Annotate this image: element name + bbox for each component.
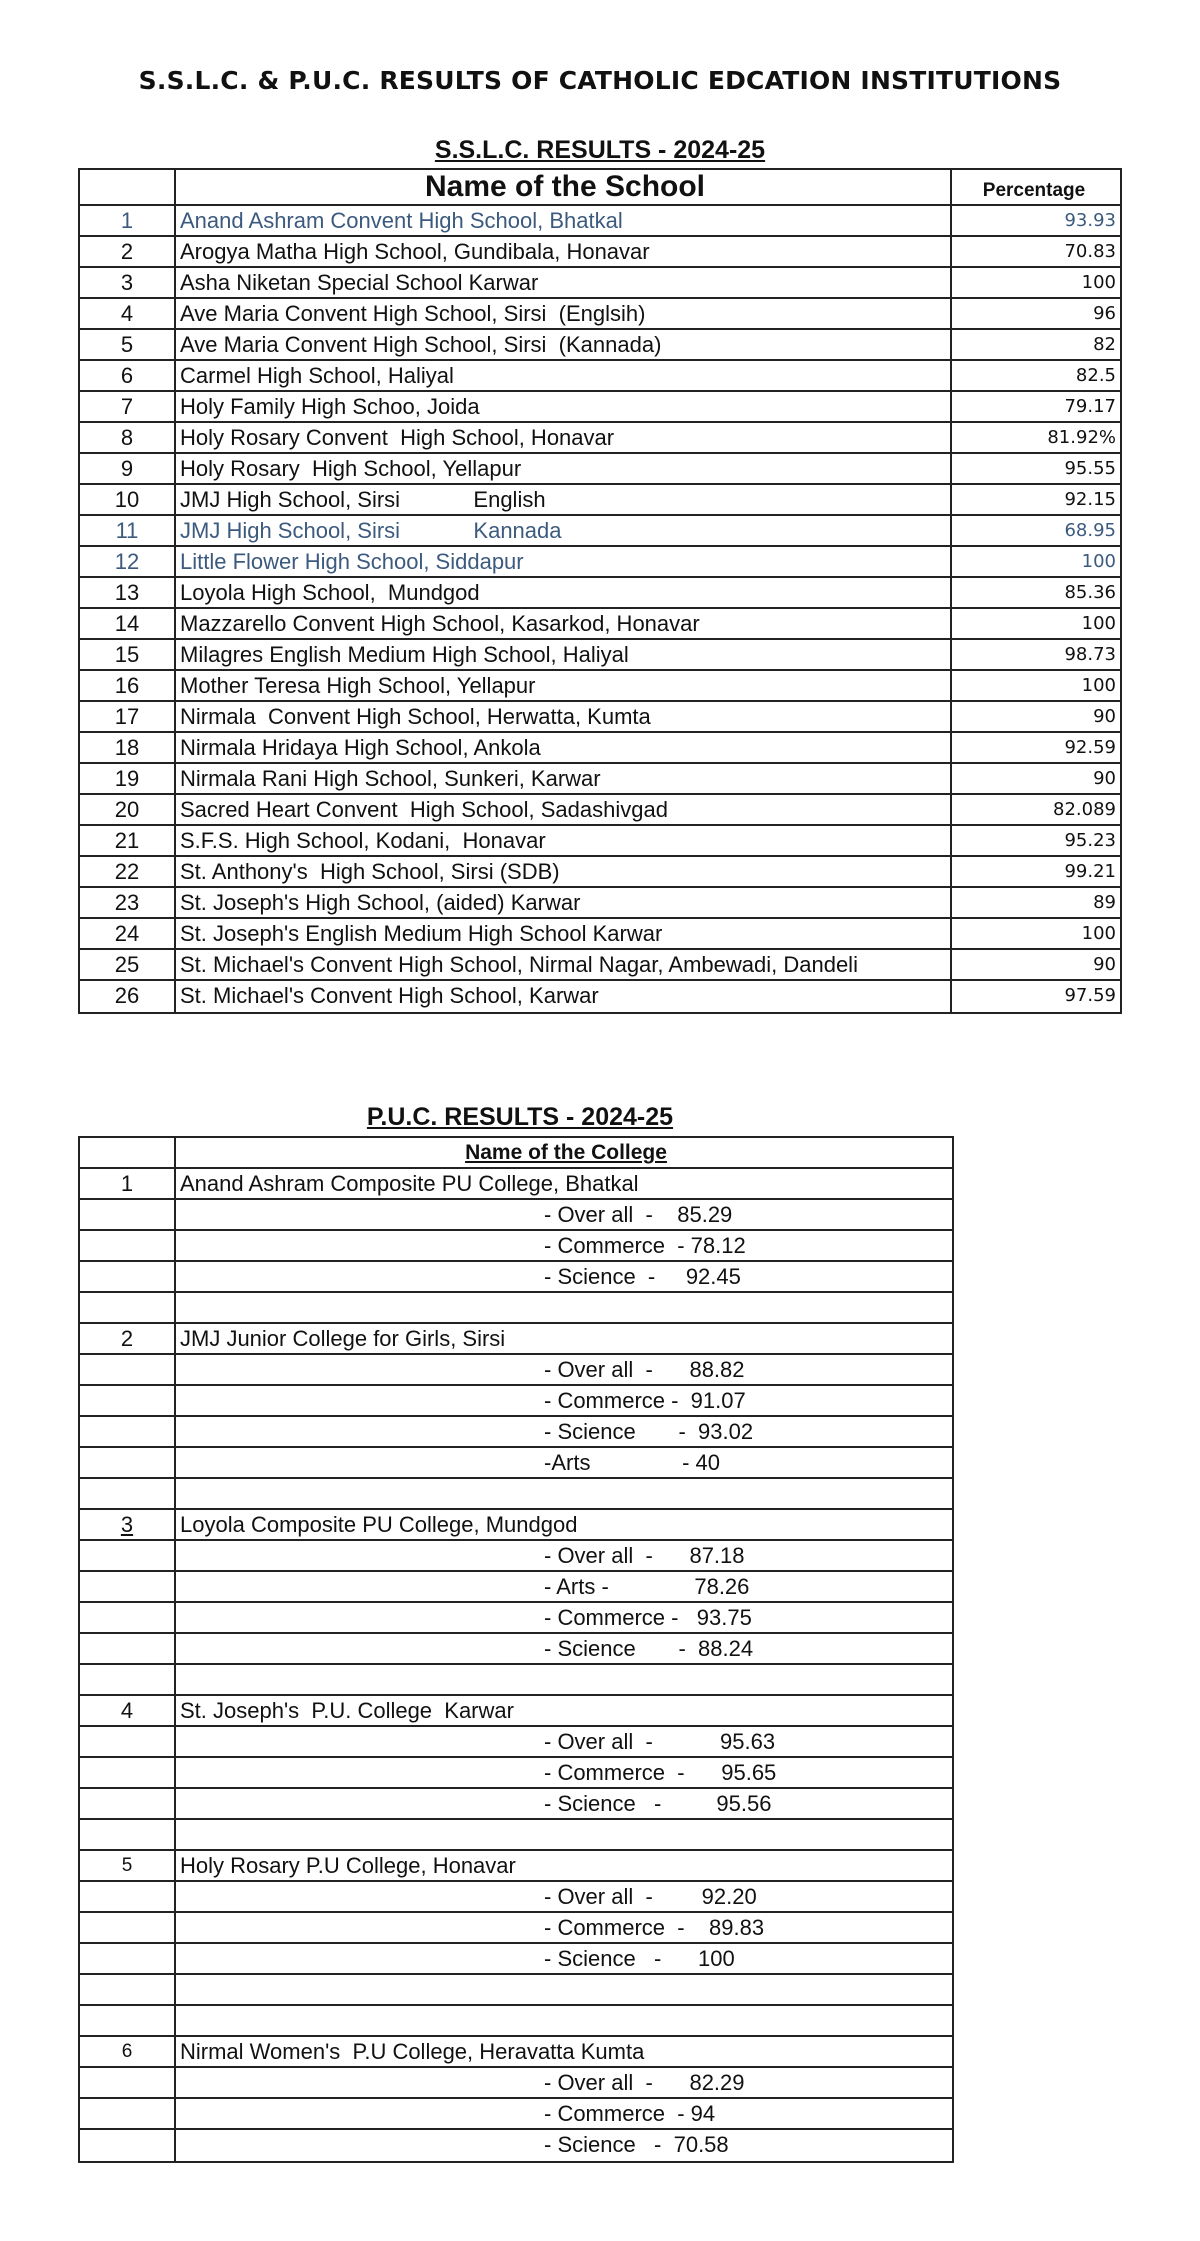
sslc-percentage: 90 (1093, 706, 1116, 727)
puc-row-number (80, 1262, 176, 1291)
puc-table-row (80, 1603, 952, 1634)
puc-table-row (80, 1479, 952, 1510)
puc-result-cell (176, 1603, 952, 1632)
puc-rows (80, 1169, 952, 2161)
puc-college-name: Nirmal Women's P.U College, Heravatta Kumta (180, 2039, 645, 2064)
puc-result-cell (176, 1262, 952, 1291)
puc-row-number (80, 2006, 176, 2035)
sslc-school-name: Mazzarello Convent High School, Kasarkod, Honavar (176, 609, 952, 638)
puc-result-cell (176, 1727, 952, 1756)
puc-table-row (80, 1541, 952, 1572)
sslc-row-number: 21 (80, 826, 176, 855)
puc-table-row (80, 1665, 952, 1696)
puc-result-cell (176, 2130, 952, 2161)
sslc-percentage: 95.55 (1064, 458, 1116, 479)
puc-row-number (80, 1882, 176, 1911)
sslc-percentage: 85.36 (1064, 582, 1116, 603)
puc-college-name: Anand Ashram Composite PU College, Bhatkal (180, 1171, 639, 1196)
puc-row-number: 3 (80, 1510, 176, 1539)
sslc-header-name: Name of the School (176, 170, 952, 204)
sslc-percentage: 90 (1093, 768, 1116, 789)
sslc-school-name: JMJ High School, Sirsi English (176, 485, 952, 514)
puc-row-number (80, 1355, 176, 1384)
sslc-header-row (80, 170, 1120, 206)
sslc-table-row (80, 764, 1120, 795)
sslc-row-number: 11 (80, 516, 176, 545)
sslc-row-number: 8 (80, 423, 176, 452)
puc-college-name (176, 1820, 952, 1849)
puc-row-number (80, 1727, 176, 1756)
puc-stream-result: - Science - 88.24 (544, 1636, 754, 1661)
page-title: S.S.L.C. & P.U.C. RESULTS OF CATHOLIC EDCATION INSTITUTIONS (138, 66, 1062, 95)
puc-table-row (80, 1169, 952, 1200)
sslc-percentage: 90 (1093, 954, 1116, 975)
sslc-table-row (80, 640, 1120, 671)
sslc-percentage: 96 (1093, 303, 1116, 324)
puc-row-number: 5 (80, 1851, 176, 1880)
puc-row-number (80, 1603, 176, 1632)
sslc-header-no (80, 170, 176, 204)
sslc-school-name: Nirmala Rani High School, Sunkeri, Karwar (176, 764, 952, 793)
puc-table-row (80, 2006, 952, 2037)
puc-stream-result: - Commerce - 93.75 (544, 1605, 752, 1630)
sslc-table-row (80, 268, 1120, 299)
puc-row-number (80, 1200, 176, 1229)
sslc-school-name: St. Anthony's High School, Sirsi (SDB) (176, 857, 952, 886)
puc-table-row (80, 1851, 952, 1882)
sslc-row-number: 3 (80, 268, 176, 297)
sslc-school-name: Milagres English Medium High School, Haliyal (176, 640, 952, 669)
puc-result-cell (176, 1355, 952, 1384)
puc-table-row (80, 2037, 952, 2068)
puc-result-cell (176, 1231, 952, 1260)
puc-result-cell (176, 1882, 952, 1911)
puc-row-number (80, 1386, 176, 1415)
sslc-row-number: 2 (80, 237, 176, 266)
puc-section-title: P.U.C. RESULTS - 2024-25 (366, 1103, 674, 1131)
sslc-table-row (80, 733, 1120, 764)
puc-table-row (80, 1634, 952, 1665)
sslc-row-number: 20 (80, 795, 176, 824)
sslc-percentage: 68.95 (1064, 520, 1116, 541)
sslc-percentage: 100 (1081, 675, 1116, 696)
puc-table-row (80, 1510, 952, 1541)
sslc-school-name: Sacred Heart Convent High School, Sadashivgad (176, 795, 952, 824)
sslc-percentage: 70.83 (1064, 241, 1116, 262)
sslc-percentage: 97.59 (1064, 985, 1116, 1006)
sslc-row-number: 15 (80, 640, 176, 669)
puc-row-number (80, 1479, 176, 1508)
puc-result-cell (176, 1913, 952, 1942)
puc-table-row (80, 1293, 952, 1324)
sslc-table-row (80, 547, 1120, 578)
sslc-percentage: 100 (1081, 923, 1116, 944)
sslc-row-number: 17 (80, 702, 176, 731)
sslc-percentage: 82.5 (1075, 365, 1116, 386)
puc-college-name: Holy Rosary P.U College, Honavar (180, 1853, 516, 1878)
puc-row-number (80, 1634, 176, 1663)
sslc-school-name: Holy Family High Schoo, Joida (176, 392, 952, 421)
puc-result-cell (176, 1789, 952, 1818)
puc-college-name (176, 1479, 952, 1508)
puc-table-row (80, 1355, 952, 1386)
puc-table-row (80, 1417, 952, 1448)
puc-row-number (80, 1913, 176, 1942)
sslc-row-number: 14 (80, 609, 176, 638)
puc-table-row (80, 1448, 952, 1479)
puc-table-row (80, 1231, 952, 1262)
sslc-percentage: 100 (1081, 613, 1116, 634)
sslc-percentage: 82.089 (1053, 799, 1116, 820)
puc-row-number: 6 (80, 2037, 176, 2066)
sslc-table-row (80, 423, 1120, 454)
sslc-percentage: 98.73 (1064, 644, 1116, 665)
sslc-section-title: S.S.L.C. RESULTS - 2024-25 (434, 136, 766, 164)
puc-row-number: 2 (80, 1324, 176, 1353)
puc-table-row (80, 1386, 952, 1417)
puc-stream-result: - Commerce - 89.83 (544, 1915, 765, 1940)
puc-result-cell (176, 2099, 952, 2128)
sslc-row-number: 18 (80, 733, 176, 762)
sslc-table-row (80, 919, 1120, 950)
sslc-school-name: Asha Niketan Special School Karwar (176, 268, 952, 297)
sslc-row-number: 26 (80, 981, 176, 1012)
sslc-table-row (80, 609, 1120, 640)
puc-stream-result: - Science - 100 (544, 1946, 735, 1971)
puc-table-row (80, 1820, 952, 1851)
puc-row-number (80, 1572, 176, 1601)
puc-table-row (80, 1727, 952, 1758)
sslc-header-percentage: Percentage (982, 180, 1086, 201)
sslc-percentage: 81.92% (1047, 427, 1116, 448)
sslc-school-name: S.F.S. High School, Kodani, Honavar (176, 826, 952, 855)
puc-result-cell (176, 1417, 952, 1446)
sslc-school-name: JMJ High School, Sirsi Kannada (176, 516, 952, 545)
puc-row-number (80, 1417, 176, 1446)
puc-result-cell (176, 1541, 952, 1570)
sslc-table-row (80, 888, 1120, 919)
puc-row-number (80, 1665, 176, 1694)
puc-college-name (176, 1665, 952, 1694)
sslc-school-name: Holy Rosary High School, Yellapur (176, 454, 952, 483)
sslc-school-name: Loyola High School, Mundgod (176, 578, 952, 607)
puc-stream-result: - Arts - 78.26 (544, 1574, 750, 1599)
puc-row-number: 1 (80, 1169, 176, 1198)
sslc-school-name: St. Joseph's High School, (aided) Karwar (176, 888, 952, 917)
puc-stream-result: - Science - 95.56 (544, 1791, 772, 1816)
puc-row-number (80, 1541, 176, 1570)
puc-row-number (80, 1944, 176, 1973)
sslc-row-number: 6 (80, 361, 176, 390)
puc-row-number (80, 2130, 176, 2161)
puc-table-row (80, 1975, 952, 2006)
sslc-table-row (80, 671, 1120, 702)
sslc-percentage: 92.15 (1064, 489, 1116, 510)
sslc-row-number: 9 (80, 454, 176, 483)
sslc-table-row (80, 795, 1120, 826)
puc-college-name (176, 2006, 952, 2035)
sslc-table-row (80, 485, 1120, 516)
sslc-school-name: St. Joseph's English Medium High School Karwar (176, 919, 952, 948)
sslc-table-row (80, 237, 1120, 268)
sslc-table-row (80, 299, 1120, 330)
puc-row-number: 4 (80, 1696, 176, 1725)
puc-college-name (176, 1293, 952, 1322)
puc-stream-result: - Science - 92.45 (544, 1264, 741, 1289)
puc-row-number (80, 1789, 176, 1818)
sslc-table-row (80, 702, 1120, 733)
sslc-row-number: 24 (80, 919, 176, 948)
sslc-school-name: Ave Maria Convent High School, Sirsi (Kannada) (176, 330, 952, 359)
puc-stream-result: - Over all - 88.82 (544, 1357, 745, 1382)
sslc-row-number: 19 (80, 764, 176, 793)
puc-row-number (80, 2099, 176, 2128)
puc-stream-result: - Commerce - 94 (544, 2101, 716, 2126)
puc-stream-result: - Science - 70.58 (544, 2132, 729, 2157)
sslc-table-row (80, 516, 1120, 547)
sslc-row-number: 5 (80, 330, 176, 359)
puc-stream-result: - Commerce - 95.65 (544, 1760, 777, 1785)
puc-table-row (80, 2068, 952, 2099)
sslc-school-name: Ave Maria Convent High School, Sirsi (Englsih) (176, 299, 952, 328)
puc-table-row (80, 1324, 952, 1355)
sslc-row-number: 12 (80, 547, 176, 576)
puc-table-row (80, 1882, 952, 1913)
sslc-table-row (80, 330, 1120, 361)
puc-header-no (80, 1138, 176, 1167)
puc-stream-result: - Over all - 82.29 (544, 2070, 745, 2095)
puc-row-number (80, 1758, 176, 1787)
puc-college-name: St. Joseph's P.U. College Karwar (180, 1698, 514, 1723)
puc-college-name: JMJ Junior College for Girls, Sirsi (180, 1326, 506, 1351)
sslc-school-name: Nirmala Hridaya High School, Ankola (176, 733, 952, 762)
sslc-row-number: 10 (80, 485, 176, 514)
sslc-percentage: 99.21 (1064, 861, 1116, 882)
sslc-school-name: St. Michael's Convent High School, Karwar (176, 981, 952, 1012)
puc-table-row (80, 1200, 952, 1231)
sslc-results-table (78, 168, 1122, 1014)
sslc-row-number: 16 (80, 671, 176, 700)
sslc-percentage: 95.23 (1064, 830, 1116, 851)
sslc-table-row (80, 206, 1120, 237)
sslc-table-row (80, 857, 1120, 888)
puc-table-row (80, 1572, 952, 1603)
sslc-percentage: 89 (1093, 892, 1116, 913)
sslc-row-number: 25 (80, 950, 176, 979)
puc-table-row (80, 2130, 952, 2161)
sslc-school-name: St. Michael's Convent High School, Nirmal Nagar, Ambewadi, Dandeli (176, 950, 952, 979)
puc-table-row (80, 1262, 952, 1293)
puc-stream-result: - Over all - 87.18 (544, 1543, 745, 1568)
sslc-percentage: 100 (1081, 551, 1116, 572)
sslc-row-number: 1 (80, 206, 176, 235)
puc-row-number (80, 1448, 176, 1477)
puc-result-cell (176, 1200, 952, 1229)
puc-college-name: Loyola Composite PU College, Mundgod (180, 1512, 578, 1537)
puc-stream-result: - Over all - 85.29 (544, 1202, 733, 1227)
sslc-table-row (80, 826, 1120, 857)
sslc-school-name: Mother Teresa High School, Yellapur (176, 671, 952, 700)
sslc-table-row (80, 454, 1120, 485)
puc-result-cell (176, 1944, 952, 1973)
puc-stream-result: - Science - 93.02 (544, 1419, 754, 1444)
sslc-percentage: 100 (1081, 272, 1116, 293)
puc-result-cell (176, 1386, 952, 1415)
puc-table-row (80, 2099, 952, 2130)
sslc-school-name: Anand Ashram Convent High School, Bhatkal (176, 206, 952, 235)
puc-stream-result: - Over all - 92.20 (544, 1884, 757, 1909)
puc-row-number (80, 2068, 176, 2097)
sslc-percentage: 92.59 (1064, 737, 1116, 758)
sslc-rows (80, 206, 1120, 1012)
sslc-school-name: Little Flower High School, Siddapur (176, 547, 952, 576)
puc-header-name: Name of the College (465, 1141, 667, 1164)
sslc-row-number: 7 (80, 392, 176, 421)
puc-row-number (80, 1975, 176, 2004)
puc-result-cell (176, 1634, 952, 1663)
sslc-table-row (80, 950, 1120, 981)
sslc-row-number: 13 (80, 578, 176, 607)
sslc-table-row (80, 361, 1120, 392)
puc-college-name (176, 1975, 952, 2004)
puc-stream-result: -Arts - 40 (544, 1450, 721, 1475)
sslc-table-row (80, 578, 1120, 609)
puc-result-cell (176, 1448, 952, 1477)
sslc-row-number: 4 (80, 299, 176, 328)
puc-stream-result: - Over all - 95.63 (544, 1729, 776, 1754)
puc-result-cell (176, 1758, 952, 1787)
puc-header-row (80, 1138, 952, 1169)
sslc-row-number: 23 (80, 888, 176, 917)
puc-row-number (80, 1231, 176, 1260)
sslc-school-name: Carmel High School, Haliyal (176, 361, 952, 390)
puc-table-row (80, 1696, 952, 1727)
puc-stream-result: - Commerce - 91.07 (544, 1388, 746, 1413)
puc-table-row (80, 1913, 952, 1944)
puc-row-number (80, 1820, 176, 1849)
puc-table-row (80, 1944, 952, 1975)
sslc-percentage: 82 (1093, 334, 1116, 355)
sslc-percentage: 93.93 (1064, 210, 1116, 231)
sslc-percentage: 79.17 (1064, 396, 1116, 417)
sslc-table-row (80, 981, 1120, 1012)
sslc-school-name: Arogya Matha High School, Gundibala, Honavar (176, 237, 952, 266)
sslc-school-name: Nirmala Convent High School, Herwatta, Kumta (176, 702, 952, 731)
puc-result-cell (176, 1572, 952, 1601)
sslc-row-number: 22 (80, 857, 176, 886)
puc-table-row (80, 1758, 952, 1789)
puc-table-row (80, 1789, 952, 1820)
puc-results-table (78, 1136, 954, 2163)
sslc-school-name: Holy Rosary Convent High School, Honavar (176, 423, 952, 452)
puc-stream-result: - Commerce - 78.12 (544, 1233, 746, 1258)
puc-row-number (80, 1293, 176, 1322)
puc-result-cell (176, 2068, 952, 2097)
sslc-table-row (80, 392, 1120, 423)
